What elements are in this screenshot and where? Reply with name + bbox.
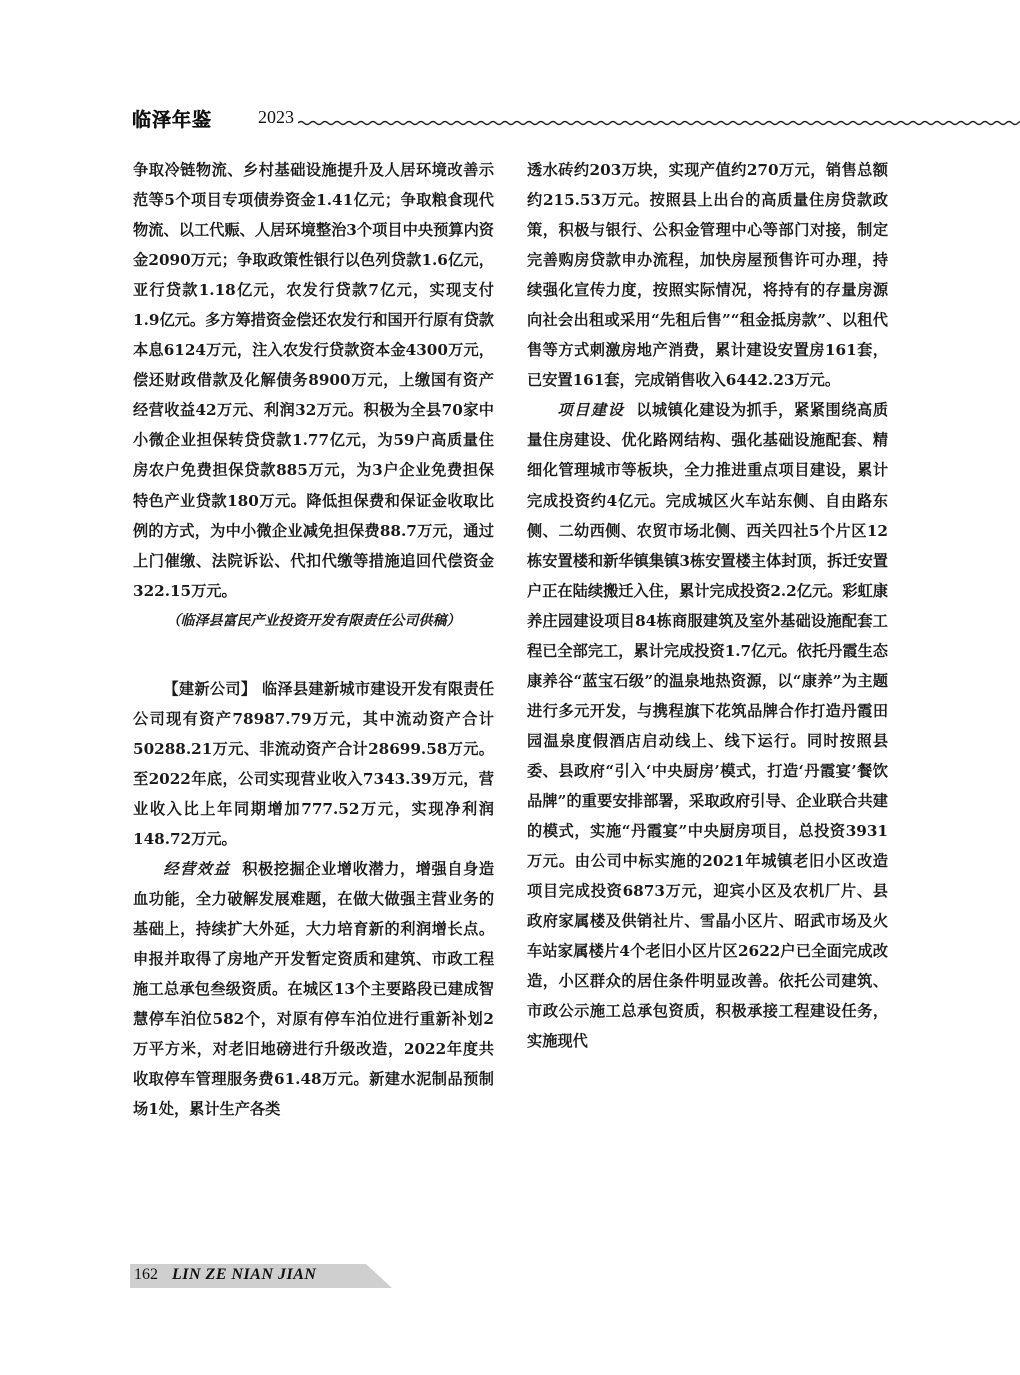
- wavy-rule-icon: [298, 118, 1020, 128]
- subsection-heading: 项目建设: [557, 401, 625, 420]
- page-footer: [130, 1262, 400, 1290]
- paragraph-text: 积极挖掘企业增收潜力，增强自身造血功能，全力破解发展难题，在做大做强主营业务的基础上，持续扩大外延，大力培育新的利润增长点。申报并取得了房地产开发暂定资质和建筑、市政工程施工总承包叁级资质。在城区13个主要路段已建成智慧停车泊位582个，对原有停车泊位进行重新补划2万平方米，对老旧地磅进行升级改造，2022年度共收取停车管理服务费61.48万元。新建水泥制品预制场1处，累计生产各类: [133, 860, 495, 1119]
- left-column: [133, 155, 494, 1124]
- source-credit: （临泽县富民产业投资开发有限责任公司供稿）: [166, 612, 461, 629]
- body-paragraph: [133, 674, 494, 854]
- section-lead: 【建新公司】: [163, 679, 257, 698]
- footer-title: LIN ZE NIAN JIAN: [172, 1266, 317, 1283]
- body-paragraph: [527, 395, 888, 1056]
- paragraph-text: 临泽县建新城市建设开发有限责任公司现有资产78987.79万元，其中流动资产合计50288.21万元、非流动资产合计28699.58万元。至2022年底，公司实现营业收入7343.39万元，营业收入比上年同期增加777.52万元，实现净利润148.72万元。: [133, 679, 495, 848]
- subsection-heading: 经营效益: [163, 860, 231, 879]
- page-header: [130, 102, 890, 132]
- body-paragraph: [133, 854, 494, 1124]
- page-number: 162: [134, 1266, 158, 1283]
- yearbook-title: 临泽年鉴: [132, 109, 213, 131]
- paragraph-text: 以城镇化建设为抓手，紧紧围绕高质量住房建设、优化路网结构、强化基础设施配套、精细化管理城市等板块，全力推进重点项目建设，累计完成投资约4亿元。完成城区火车站东侧、自由路东侧、二幼西侧、农贸市场北侧、西关四社5个片区12栋安置楼和新华镇集镇3栋安置楼主体封顶，拆迁安置户正在陆续搬迁入住，累计完成投资2.2亿元。彩虹康养庄园建设项目84栋商服建筑及室外基础设施配套工程已全部完工，累计完成投资1.7亿元。依托丹霞生态康养谷“蓝宝石级”的温泉地热资源，以“康养”为主题进行多元开发，与携程旗下花筑品牌合作打造丹霞田园温泉度假酒店启动线上、线下运行。同时按照县委、县政府“引入‘中央厨房’模式，打造‘丹霞宴’餐饮品牌”的重要安排部署，采取政府引导、企业联合共建的模式，实施“丹霞宴”中央厨房项目，总投资3931万元。由公司中标实施的2021年城镇老旧小区改造项目完成投资6873万元，迎宾小区及农机厂片、县政府家属楼及供销社片、雪晶小区片、昭武市场及火车站家属楼片4个老旧小区片区2622户已全面完成改造，小区群众的居住条件明显改善。依托公司建筑、市政公示施工总承包资质，积极承接工程建设任务，实施现代: [527, 401, 889, 1051]
- yearbook-year: 2023: [258, 107, 294, 127]
- body-paragraph: 争取冷链物流、乡村基础设施提升及人居环境改善示范等5个项目专项债券资金1.41亿元；争取粮食现代物流、以工代赈、人居环境整治3个项目中央预算内资金2090万元；争取政策性银行以色列贷款1.6亿元，亚行贷款1.18亿元，农发行贷款7亿元，实现支付1.9亿元。多方筹措资金偿还农发行和国开行原有贷款本息6124万元，注入农发行贷款资本金4300万元，偿还财政借款及化解债务8900万元，上缴国有资产经营收益42万元、利润32万元。积极为全县70家中小微企业担保转贷贷款1.77亿元，为59户高质量住房农户免费担保贷款885万元，为3户企业免费担保特色产业贷款180万元。降低担保费和保证金收取比例的方式，为中小微企业减免担保费88.7万元，通过上门催缴、法院诉讼、代扣代缴等措施追回代偿资金322.15万元。: [133, 161, 494, 600]
- right-column: [527, 155, 888, 1056]
- body-paragraph: 透水砖约203万块，实现产值约270万元，销售总额约215.53万元。按照县上出台的高质量住房贷款政策，积极与银行、公积金管理中心等部门对接，制定完善购房贷款申办流程，加快房屋预售许可办理，持续强化宣传力度，按照实际情况，将持有的存量房源向社会出租或采用“先租后售”“租金抵房款”、以租代售等方式刺激房地产消费，累计建设安置房161套，已安置161套，完成销售收入6442.23万元。: [527, 161, 888, 390]
